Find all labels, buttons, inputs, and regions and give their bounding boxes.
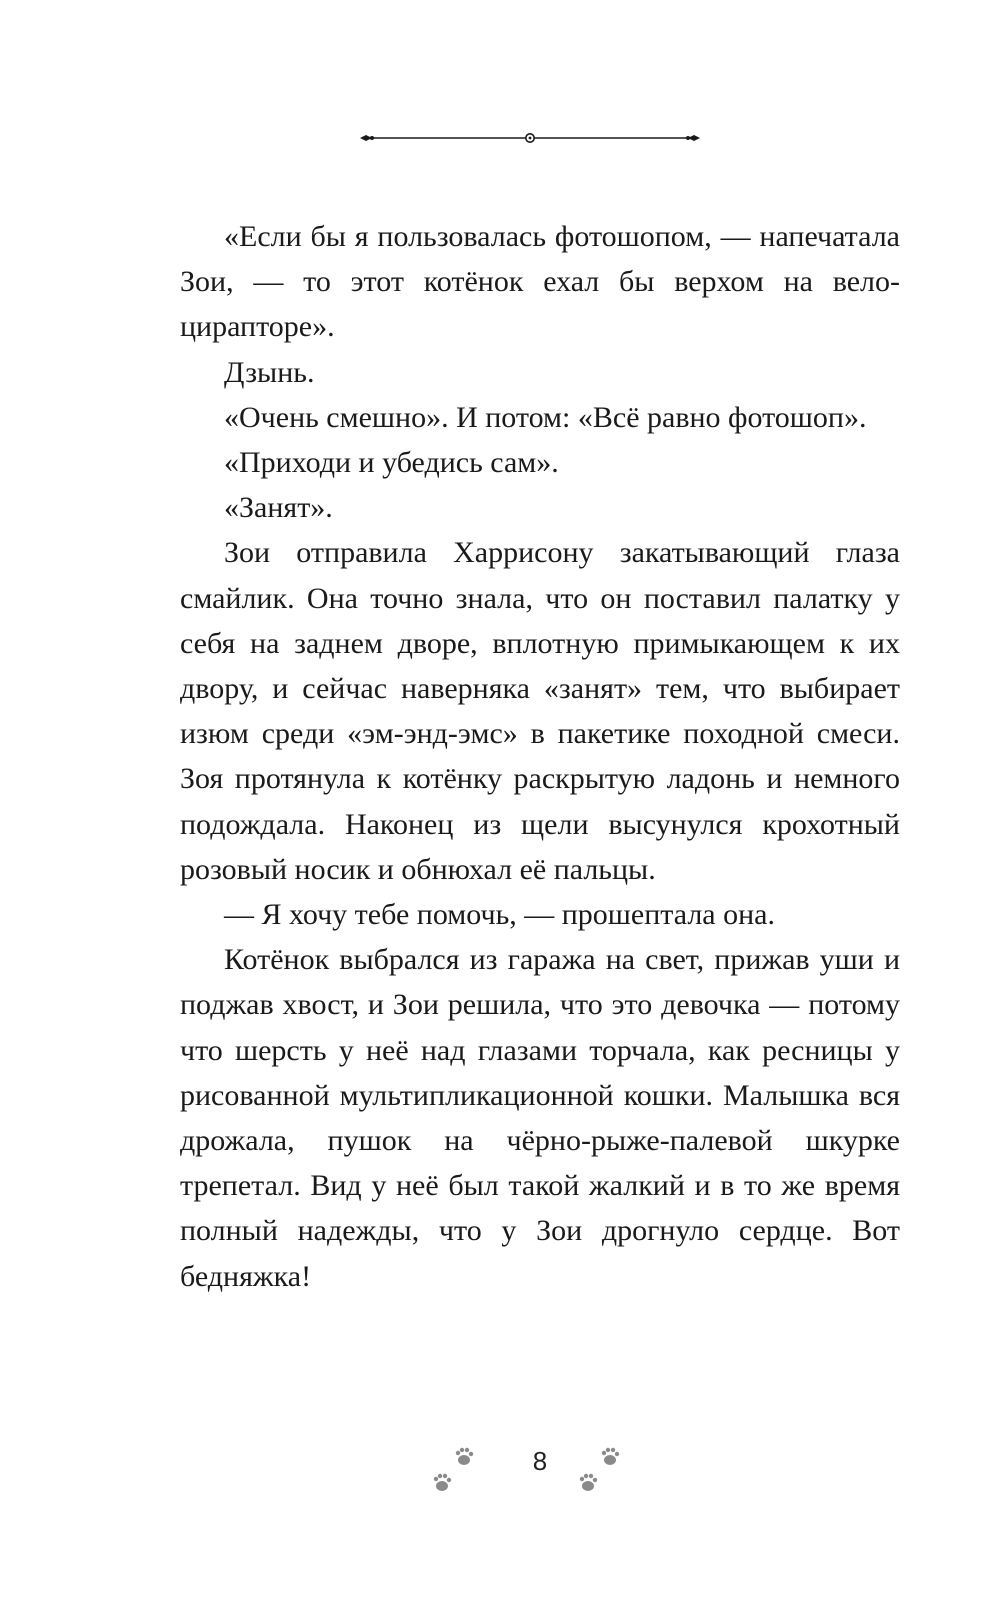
- paragraph: Зои отправила Харрисону закатывающий глаза смайлик. Она точно знала, что он поставил палатку у себя на заднем дворе, вплотную примыкающем к их двору, и сейчас наверняка «занят» тем, что выбирает изюм среди «эм-энд-эмс» в пакетике походной смеси. Зоя протянула к котёнку раскрытую ладонь и немного подождала. Наконец из щели высунулся крохотный розовый носик и обнюхал её пальцы.: [180, 536, 900, 886]
- body-text: [180, 214, 900, 1299]
- divider-ornament-icon: [360, 128, 700, 148]
- paragraph: Котёнок выбрался из гаража на свет, прижав уши и поджав хвост, и Зои решила, что это девочка — потому что шерсть у неё над глазами торчала, как ресницы у рисованной мультипликационной кошки. Малышка вся дрожала, пушок на чёрно-рыже-палевой шкурке трепетал. Вид у неё был такой жалкий и в то же время полный надежды, что у Зои дрогнуло сердце. Вот бедняжка!: [180, 943, 900, 1293]
- paragraph: «Очень смешно». И потом: «Всё равно фотошоп».: [224, 400, 867, 434]
- paragraph: Дзынь.: [224, 355, 315, 389]
- page-footer: [440, 1442, 640, 1502]
- paw-print-icon: [574, 1442, 630, 1502]
- paragraph: «Занят».: [224, 491, 333, 525]
- paragraph: — Я хочу тебе помочь, — прошептала она.: [224, 898, 775, 932]
- paragraph: «Приходи и убедись сам».: [224, 446, 559, 480]
- paragraph: «Если бы я пользовалась фотошопом, — напечатала Зои, — то этот котёнок ехал бы верхом на велоцирапторе».: [180, 220, 900, 344]
- page-number: 8: [532, 1446, 548, 1476]
